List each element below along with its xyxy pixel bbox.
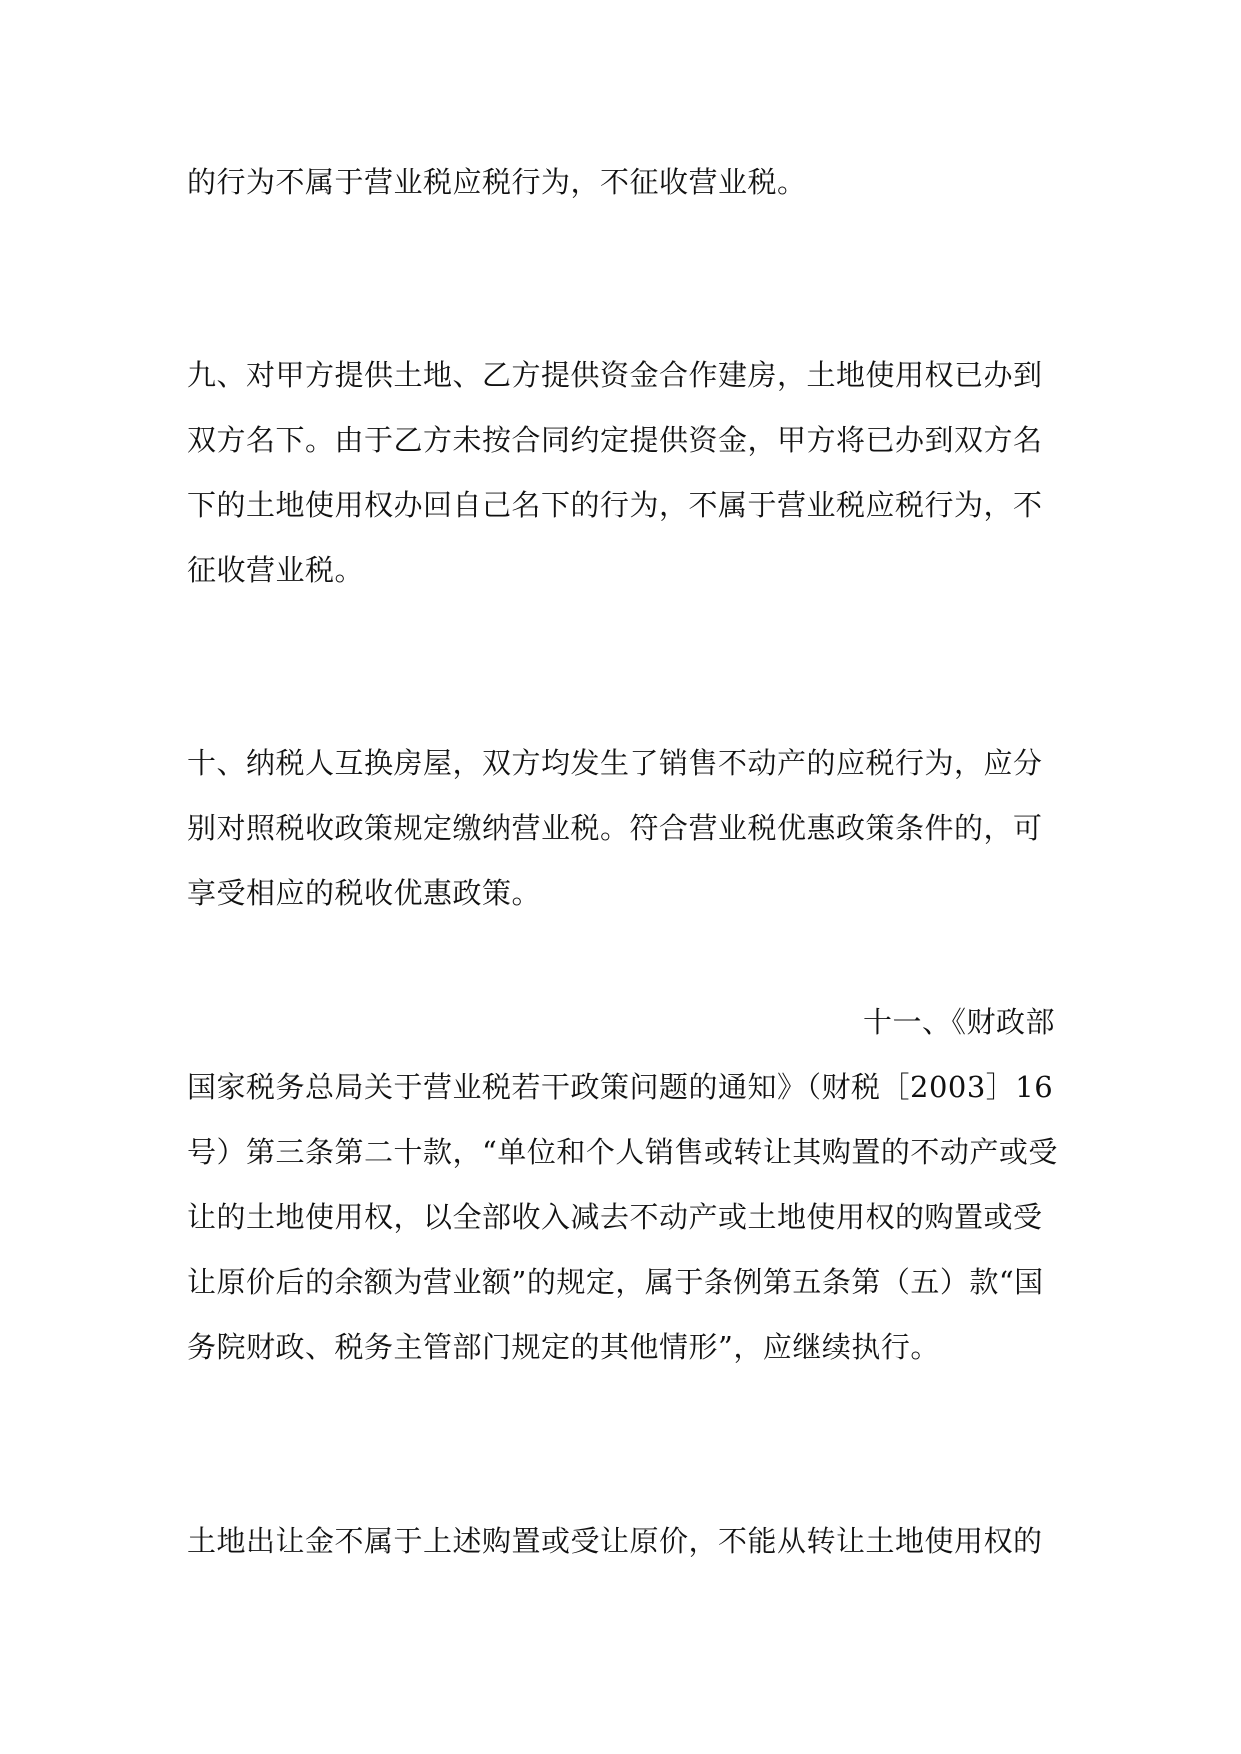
text-line: 让的土地使用权，以全部收入减去不动产或土地使用权的购置或受 (187, 1200, 1043, 1234)
text-line: 让原价后的余额为营业额”的规定，属于条例第五条第（五）款“国 (187, 1265, 1044, 1299)
text-line: 别对照税收政策规定缴纳营业税。符合营业税优惠政策条件的，可 (187, 811, 1043, 845)
text-line: 土地出让金不属于上述购置或受让原价，不能从转让土地使用权的 (187, 1524, 1043, 1558)
text-line: 享受相应的税收优惠政策。 (187, 876, 542, 910)
text-line: 号）第三条第二十款，“单位和个人销售或转让其购置的不动产或受 (187, 1135, 1058, 1169)
text-line: 十一、《财政部 (862, 1005, 1055, 1039)
text-line: 务院财政、税务主管部门规定的其他情形”，应继续执行。 (187, 1330, 940, 1364)
text-line: 九、对甲方提供土地、乙方提供资金合作建房，土地使用权已办到 (187, 358, 1043, 392)
text-line: 双方名下。由于乙方未按合同约定提供资金，甲方将已办到双方名 (187, 423, 1043, 457)
text-line: 国家税务总局关于营业税若干政策问题的通知》（财税［2003］16 (187, 1070, 1054, 1104)
text-line: 征收营业税。 (187, 553, 365, 587)
text-line: 十、纳税人互换房屋，双方均发生了销售不动产的应税行为，应分 (187, 746, 1043, 780)
text-line: 的行为不属于营业税应税行为，不征收营业税。 (187, 165, 807, 199)
text-line: 下的土地使用权办回自己名下的行为，不属于营业税应税行为，不 (187, 488, 1043, 522)
